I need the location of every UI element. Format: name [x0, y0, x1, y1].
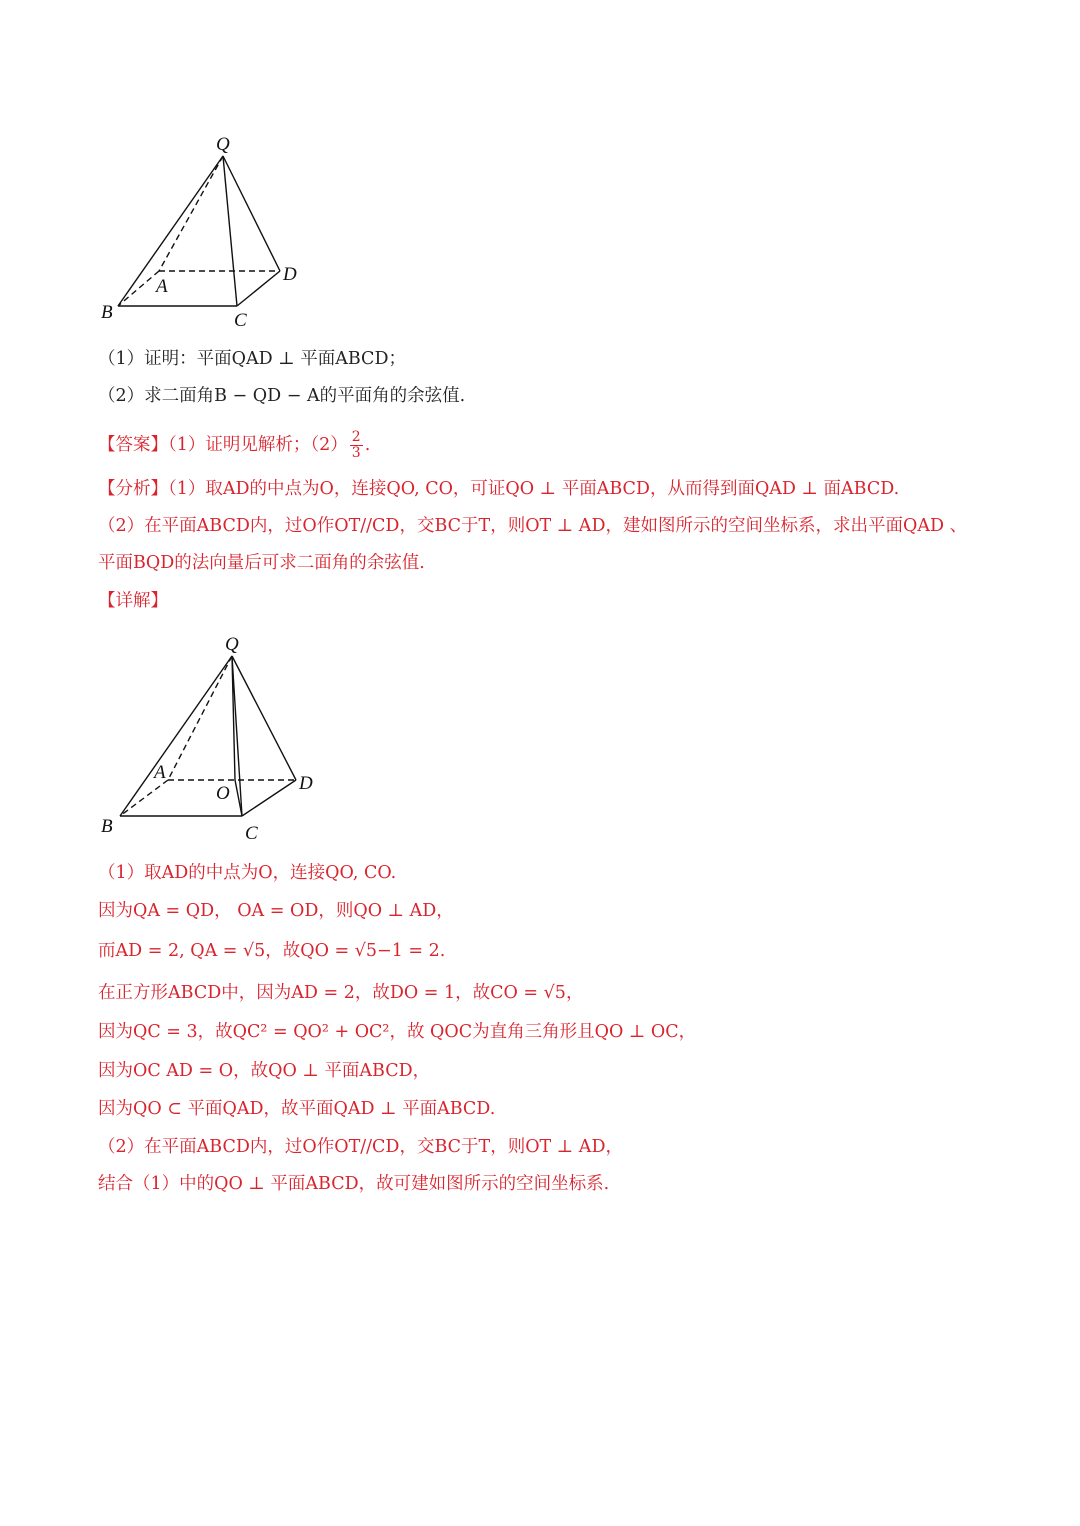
label-D: D: [283, 264, 297, 285]
edge-CD: [242, 780, 296, 816]
detail-line-2: 因为QA = QD， OA = OD，则QO ⊥ AD，: [98, 901, 454, 921]
label-A: A: [156, 276, 168, 297]
label-B: B: [101, 816, 113, 837]
label-O: O: [216, 783, 230, 804]
edge-QA-hidden: [159, 156, 223, 271]
detail-line-7: 因为QO ⊂ 平面QAD，故平面QAD ⊥ 平面ABCD.: [98, 1099, 496, 1119]
label-A: A: [154, 762, 166, 783]
label-D: D: [299, 773, 313, 794]
detail-line-4: 在正方形ABCD中，因为AD = 2，故DO = 1，故CO = √5，: [98, 983, 584, 1003]
pyramid-figure-1: [90, 128, 320, 338]
detail-line-1: （1）取AD的中点为O，连接QO, CO.: [98, 863, 397, 883]
answer-fraction: [350, 430, 363, 461]
fraction-numerator: 2: [351, 429, 361, 445]
label-C: C: [245, 823, 258, 844]
label-C: C: [234, 310, 247, 331]
detail-line-8: （2）在平面ABCD内，过O作OT//CD，交BC于T，则OT ⊥ AD，: [98, 1137, 623, 1157]
pyramid-figure-2: [90, 628, 330, 848]
edge-QB: [118, 156, 223, 306]
answer-line: [98, 430, 370, 461]
answer-suffix: .: [364, 435, 371, 455]
answer-prefix: 【答案】（1）证明见解析；（2）: [98, 435, 348, 455]
edge-CD: [237, 271, 280, 306]
edge-QD: [232, 656, 296, 780]
analysis-line-2: （2）在平面ABCD内，过O作OT//CD，交BC于T，则OT ⊥ AD，建如图所示的空间坐标系，求出平面QAD 、: [98, 516, 968, 536]
detail-line-6: 因为OC AD = O，故QO ⊥ 平面ABCD，: [98, 1061, 431, 1081]
analysis-line-1: 【分析】（1）取AD的中点为O，连接QO, CO，可证QO ⊥ 平面ABCD，从而得到面QAD ⊥ 面ABCD.: [98, 479, 900, 499]
edge-QA-hidden: [168, 656, 232, 780]
detail-line-5: 因为QC = 3，故QC² = QO² + OC²，故 QOC为直角三角形且QO ⊥ OC，: [98, 1022, 697, 1042]
detail-line-3: 而AD = 2, QA = √5，故QO = √5−1 = 2.: [98, 941, 446, 961]
label-Q: Q: [216, 134, 230, 155]
question-2: （2）求二面角B − QD − A的平面角的余弦值.: [98, 386, 466, 406]
edge-AB-hidden: [120, 780, 168, 816]
fraction-denominator: 3: [351, 445, 361, 461]
label-B: B: [101, 302, 113, 323]
analysis-line-3: 平面BQD的法向量后可求二面角的余弦值.: [98, 553, 425, 573]
label-Q: Q: [225, 634, 239, 655]
detail-line-9: 结合（1）中的QO ⊥ 平面ABCD，故可建如图所示的空间坐标系.: [98, 1174, 610, 1194]
detail-heading: 【详解】: [98, 591, 168, 611]
question-1: （1）证明：平面QAD ⊥ 平面ABCD；: [98, 349, 406, 369]
